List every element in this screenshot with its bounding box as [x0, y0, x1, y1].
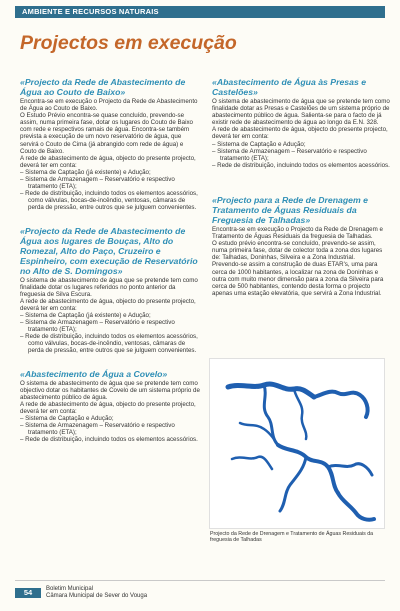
- article-body: [212, 98, 392, 169]
- article-title: «Abastecimento de Água às Presas e Castelões»: [212, 77, 367, 97]
- drainage-network-map: [209, 358, 385, 529]
- article-title: «Projecto para a Rede de Drenagem e Tratamento de Águas Residuais da Freguesia de Talhadas»: [212, 194, 368, 225]
- article-paragraph: O sistema de abastecimento de água que se pretende tem como finalidade dotar os lugares referidos no ponto anterior da freguesia de Silva Escura.: [20, 276, 198, 298]
- article-paragraph: A rede de abastecimento de água, objecto do presente projecto, deverá ter em conta:: [20, 154, 196, 169]
- article-list-item: – Sistema de Armazenagem – Reservatório e respectivo tratamento (ETA);: [20, 319, 175, 334]
- map-network-branch: [278, 445, 338, 493]
- map-network-branch: [294, 389, 306, 439]
- map-network-branch: [328, 464, 372, 475]
- article: [20, 226, 200, 355]
- article: [20, 77, 200, 212]
- article-paragraph: O estudo prévio encontra-se concluído, prevendo-se assim, numa primeira fase, dotar de colector toda a zona dos lugares de: Talhadas, Doninhas, Silveira e a Zona Industrial.: [212, 240, 383, 262]
- map-network-branch: [232, 457, 272, 469]
- page-title: Projectos em execução: [20, 32, 237, 54]
- map-network-branch: [280, 457, 306, 511]
- article-list-item: – Rede de distribuição, incluindo todos os elementos acessórios, como válvulas, bocas-de-incêndio, ventosas, câmaras de perda de pressão, entre outros que se julguem convenientes.: [20, 333, 198, 355]
- article-paragraph: A rede de abastecimento de água, objecto do presente projecto, deverá ter em conta:: [20, 400, 196, 415]
- article-paragraph: A rede de abastecimento de água, objecto do presente projecto, deverá ter em conta:: [20, 297, 196, 312]
- article-body: [20, 277, 200, 355]
- article-paragraph: Prevendo-se assim a construção de duas ETAR's, uma para cerca de 1000 habitantes, a localizar na zona de Doninhas e outra com muito menor dimensão para a zona da Silveira para cerca de 500 habitantes, contendo desta forma o projecto apenas uma estação elevatória, que servirá a Zona Industrial.: [212, 261, 384, 297]
- article-title: «Projecto da Rede de Abastecimento de Água ao Couto de Baixo»: [20, 77, 186, 97]
- article-list-item: – Rede de distribuição, incluindo todos os elementos acessórios.: [212, 161, 390, 169]
- map-network-branch: [314, 392, 368, 417]
- article: [20, 369, 200, 444]
- map-drawing: [210, 359, 384, 528]
- article-list-item: – Sistema de Captação e Adução;: [212, 140, 306, 148]
- article-list-item: – Sistema de Armazenagem – Reservatório e respectivo tratamento (ETA);: [212, 147, 367, 162]
- map-network-branch: [228, 384, 314, 397]
- article-list-item: – Sistema de Captação e Adução;: [20, 415, 114, 422]
- article-paragraph: O sistema de abastecimento de água que se pretende tem como objectivo dotar os habitantes de Covelo de um sistema próprio de abastecimento público de água.: [20, 379, 200, 401]
- article-paragraph: A rede de abastecimento de água, objecto do presente projecto, deverá ter em conta:: [212, 126, 388, 141]
- footer-rule: [15, 580, 385, 581]
- footer-line-1: Boletim Municipal: [46, 586, 94, 592]
- article-body: [20, 98, 200, 212]
- article-paragraph: O Estudo Prévio encontra-se quase concluído, prevendo-se assim, numa primeira fase, dotar os lugares do Couto de Baixo com rede e respectivos ramais de água. Encontra-se também prevista a execução de um novo reservatório de água, que servirá o Couto de Cima (já abrangido com rede de água) e Couto de Baixo.: [20, 112, 193, 155]
- article-paragraph: Encontra-se em execução o Projecto da Rede de Drenagem e Tratamento de Águas Residuais da freguesia de Talhadas.: [212, 225, 383, 241]
- footer-publication: [46, 586, 147, 600]
- article-list-item: – Sistema de Armazenagem – Reservatório e respectivo tratamento (ETA);: [20, 422, 175, 437]
- footer-line-2: Câmara Municipal de Sever do Vouga: [46, 593, 148, 599]
- article-paragraph: O sistema de abastecimento de água que se pretende tem como finalidade dotar as Presas e Castelões de um sistema próprio de abastecimento público de água. Salienta-se para o facto de já existir rede de abastecimento de água ao longo da E.N. 328.: [212, 98, 390, 127]
- article: [212, 77, 392, 169]
- left-column: [20, 77, 200, 443]
- article-title: «Abastecimento de Água a Covelo»: [20, 368, 168, 379]
- article-body: [212, 226, 392, 297]
- article-paragraph: Encontra-se em execução o Projecto da Rede de Abastecimento de Água ao Couto de Baixo.: [20, 98, 198, 113]
- article-list-item: – Sistema de Captação (já existente) e Adução;: [20, 168, 151, 176]
- article-list-item: – Rede de distribuição, incluindo todos os elementos acessórios, como válvulas, bocas-de-incêndio, ventosas, câmaras de perda de pressão, entre outros que se julguem convenientes.: [20, 190, 198, 212]
- article-body: [20, 380, 200, 444]
- article-list-item: – Sistema de Armazenagem – Reservatório e respectivo tratamento (ETA);: [20, 176, 175, 191]
- right-column: [212, 77, 392, 297]
- map-caption: Projecto da Rede de Drenagem e Tratamento de Águas Residuais da freguesia de Talhadas: [210, 531, 374, 544]
- article-title: «Projecto da Rede de Abastecimento de Água aos lugares de Bouças, Alto do Romezal, Alto do Paço, Cruzeiro e Espinheiro, com execução de Reservatório no Alto de S. Domingos»: [20, 225, 198, 276]
- map-network-branch: [338, 493, 374, 520]
- article: [212, 195, 392, 297]
- article-list-item: – Rede de distribuição, incluindo todos os elementos acessórios.: [20, 436, 198, 444]
- page-number: 54: [15, 588, 41, 598]
- section-label: AMBIENTE E RECURSOS NATURAIS: [22, 7, 159, 16]
- article-list-item: – Sistema de Captação (já existente) e Adução;: [20, 311, 151, 319]
